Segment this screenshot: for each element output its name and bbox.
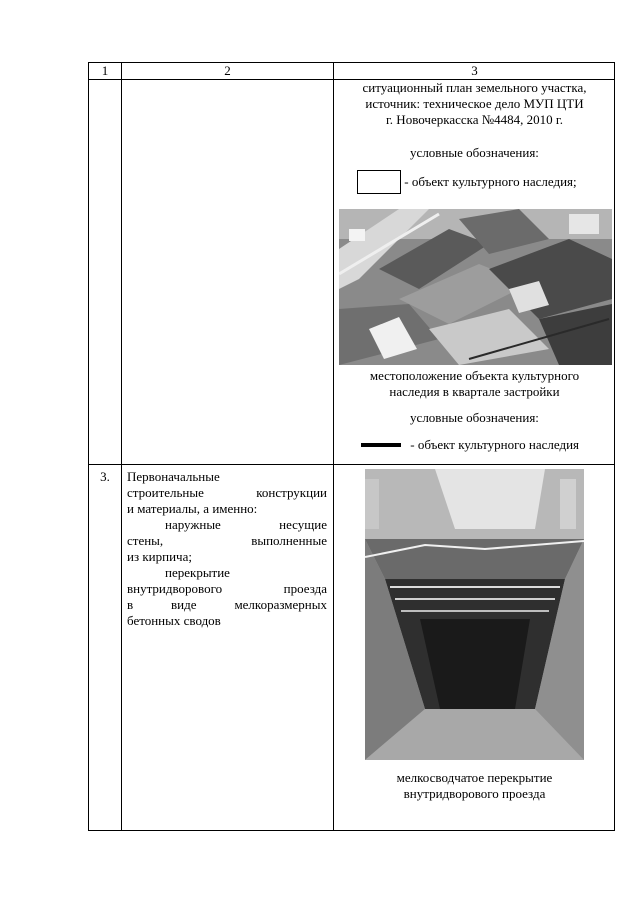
passage-caption [334, 770, 615, 802]
description-line: наружные несущие [165, 517, 327, 532]
description-line: и материалы, а именно: [127, 501, 258, 516]
caption-line: наследия в квартале застройки [389, 384, 560, 399]
legend-label: - объект культурного наследия [410, 437, 580, 453]
legend-label: - объект культурного наследия; [404, 174, 577, 189]
description-line: Первоначальные [127, 469, 220, 484]
description-line: из кирпича; [127, 549, 192, 564]
header-col-2: 2 [224, 63, 231, 78]
description-line: внутридворового проезда [127, 581, 327, 596]
caption-line: внутридворового проезда [403, 786, 546, 801]
legend-title: условные обозначения: [410, 145, 539, 160]
aerial-photo [339, 209, 612, 365]
line-legend-symbol [361, 443, 401, 447]
column-divider [121, 63, 122, 830]
caption-line: мелкосводчатое перекрытие [396, 770, 553, 785]
caption-line: источник: техническое дело МУП ЦТИ [365, 96, 584, 111]
legend-row-line [361, 436, 579, 453]
row-number: 3. [100, 469, 110, 484]
header-col-3: 3 [471, 63, 478, 78]
description-line: строительные конструкции [127, 485, 327, 500]
row-divider [89, 464, 614, 465]
site-plan-caption [334, 80, 615, 128]
description-line: перекрытие [165, 565, 230, 580]
passage-photo [365, 469, 584, 760]
caption-line: местоположение объекта культурного [369, 368, 580, 383]
legend-row-outline [357, 170, 577, 194]
description-line: в виде мелкоразмерных [127, 597, 327, 612]
heritage-table [88, 62, 615, 831]
row-description [127, 469, 327, 629]
caption-line: г. Новочеркасска №4484, 2010 г. [385, 112, 564, 127]
outline-legend-symbol [357, 170, 401, 194]
column-divider [333, 63, 334, 830]
caption-line: ситуационный план земельного участка, [362, 80, 587, 95]
description-line: стены, выполненные [127, 533, 327, 548]
aerial-caption [334, 368, 615, 400]
description-line: бетонных сводов [127, 613, 221, 628]
header-col-1: 1 [101, 63, 109, 78]
legend-title: условные обозначения: [410, 410, 539, 425]
